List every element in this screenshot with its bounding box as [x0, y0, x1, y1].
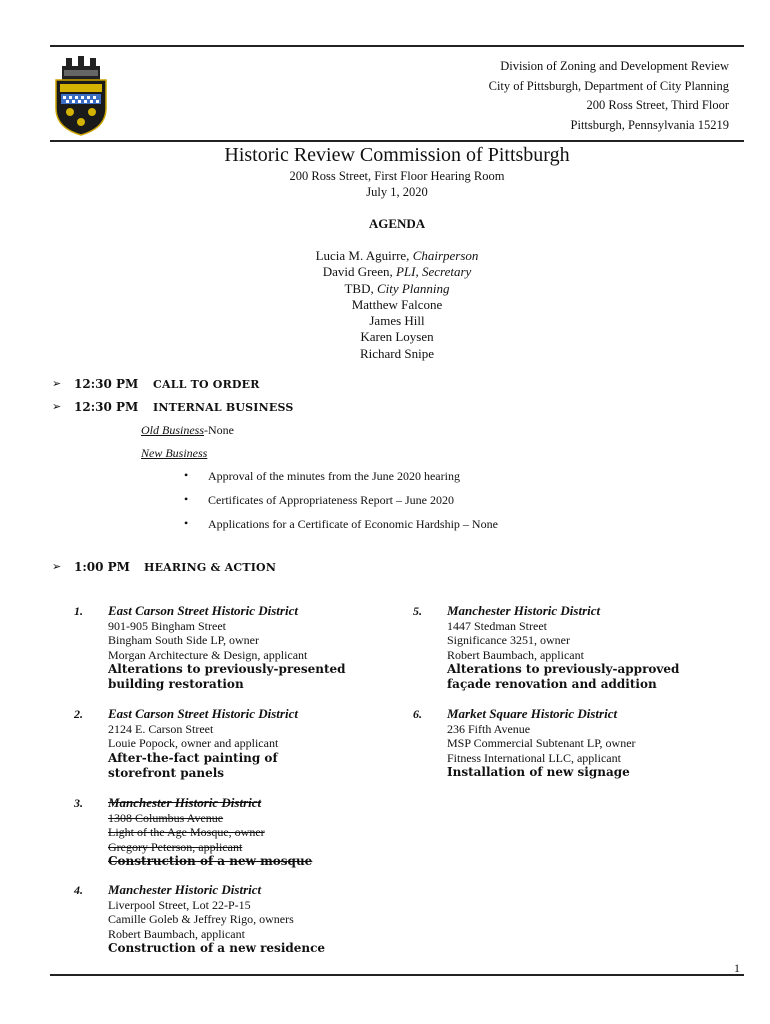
item-owner: MSP Commercial Subtenant LP, owner	[447, 736, 636, 750]
hearing-item-5	[413, 603, 737, 692]
old-business: Old Business-None	[141, 423, 234, 437]
item-number: 1.	[74, 604, 83, 618]
footer-rule	[50, 974, 744, 976]
item-description: Installation of new signage	[447, 765, 630, 779]
meeting-date: July 1, 2020	[366, 185, 428, 199]
page-title: Historic Review Commission of Pittsburgh	[224, 144, 570, 166]
item-address: 1447 Stedman Street	[447, 618, 547, 633]
item-number: 4.	[74, 883, 83, 897]
item-owner: Significance 3251, owner	[447, 633, 570, 647]
commission-members	[0, 248, 770, 362]
item-address: 2124 E. Carson Street	[108, 721, 214, 736]
member: James Hill	[369, 313, 425, 329]
header-division: Division of Zoning and Development Review	[500, 59, 729, 73]
item-applicant: Robert Baumbach, applicant	[447, 647, 584, 662]
item-description: Alterations to previously-approved façade renovation and addition	[447, 662, 680, 691]
item-number: 3.	[74, 796, 83, 810]
item-owner: Louie Popock, owner and applicant	[108, 736, 279, 750]
page-number: 1	[734, 961, 740, 975]
item-district: Manchester Historic District	[108, 795, 262, 810]
item-description: Construction of a new residence	[108, 941, 326, 955]
member: David Green, PLI, Secretary	[322, 264, 472, 280]
item-description: After-the-fact painting of storefront panels	[108, 750, 278, 780]
city-seal-icon	[52, 56, 110, 136]
item-applicant: Morgan Architecture & Design, applicant	[108, 647, 308, 662]
item-district: Manchester Historic District	[447, 603, 601, 618]
arrow-bullet-icon: ➢	[52, 377, 62, 390]
schedule-label: INTERNAL BUSINESS	[153, 401, 294, 414]
bullet-dot-icon: •	[184, 516, 189, 530]
item-number: 5.	[413, 604, 422, 618]
item-owner: Light of the Age Mosque, owner	[108, 825, 265, 839]
header-department: City of Pittsburgh, Department of City Planning	[488, 79, 729, 93]
item-applicant: Fitness International LLC, applicant	[447, 750, 621, 765]
item-address: 1308 Columbus Avenue	[108, 810, 224, 825]
item-district: Market Square Historic District	[447, 706, 618, 721]
item-district: Manchester Historic District	[108, 882, 262, 897]
schedule-time: 1:00 PM	[74, 560, 130, 574]
hearing-item-4	[74, 882, 398, 956]
hearing-item-2	[74, 706, 398, 781]
member: Karen Loysen	[360, 329, 434, 345]
hearing-item-6	[413, 706, 737, 780]
item-number: 6.	[413, 707, 422, 721]
arrow-bullet-icon: ➢	[52, 400, 62, 413]
top-rule	[50, 45, 744, 47]
header-address-line1: 200 Ross Street, Third Floor	[586, 98, 729, 112]
new-business: New Business	[141, 446, 208, 460]
item-address: Liverpool Street, Lot 22-P-15	[108, 897, 251, 912]
agenda-heading: AGENDA	[368, 216, 426, 231]
arrow-bullet-icon: ➢	[52, 560, 62, 573]
schedule-label: CALL TO ORDER	[153, 378, 260, 391]
item-applicant: Gregory Peterson, applicant	[108, 839, 243, 854]
item-district: East Carson Street Historic District	[108, 603, 298, 618]
hearing-item-3	[74, 795, 398, 869]
item-applicant: Robert Baumbach, applicant	[108, 926, 245, 941]
bullet-dot-icon: •	[184, 492, 189, 506]
item-address: 901-905 Bingham Street	[108, 618, 226, 633]
schedule-label: HEARING & ACTION	[144, 561, 277, 574]
item-description: Construction of a new mosque	[108, 854, 313, 868]
schedule-time: 12:30 PM	[74, 377, 139, 391]
header-address-line2: Pittsburgh, Pennsylvania 15219	[570, 118, 729, 132]
item-district: East Carson Street Historic District	[108, 706, 298, 721]
member: TBD, City Planning	[344, 280, 450, 296]
member: Richard Snipe	[359, 345, 434, 361]
meeting-location: 200 Ross Street, First Floor Hearing Room	[289, 169, 505, 183]
item-number: 2.	[74, 707, 83, 721]
schedule-time: 12:30 PM	[74, 400, 139, 414]
member: Matthew Falcone	[351, 296, 443, 312]
bullet-dot-icon: •	[184, 468, 189, 482]
item-owner: Bingham South Side LP, owner	[108, 633, 260, 647]
item-address: 236 Fifth Avenue	[447, 721, 531, 736]
header-rule	[50, 140, 744, 142]
item-owner: Camille Goleb & Jeffrey Rigo, owners	[108, 912, 294, 926]
member: Lucia M. Aguirre, Chairperson	[315, 248, 479, 263]
hearing-item-1	[74, 603, 398, 692]
item-description: Alterations to previously-presented building restoration	[108, 662, 346, 691]
